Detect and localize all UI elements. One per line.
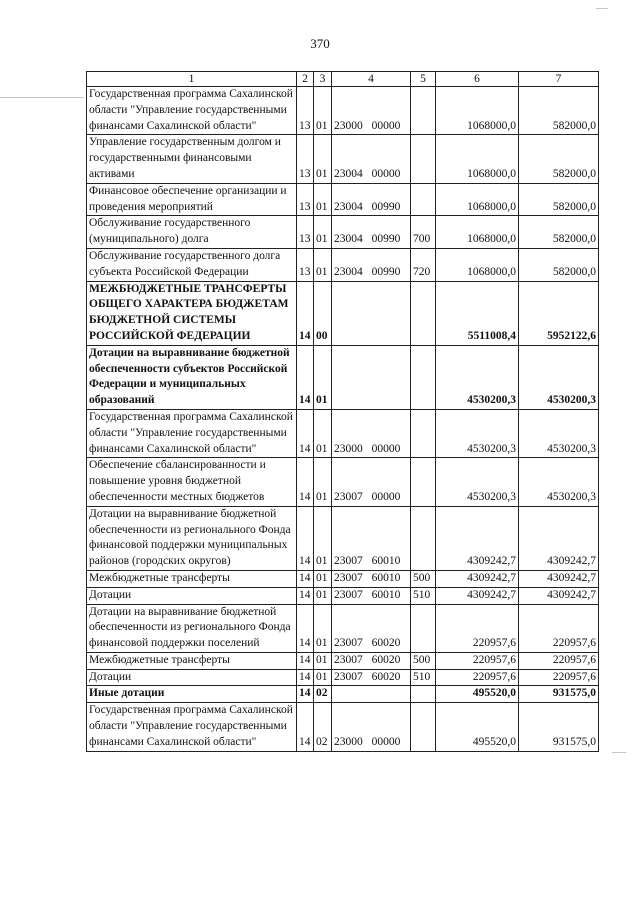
row-name: Финансовое обеспечение организации и проведения мероприятий [87,183,297,216]
subsection-code: 01 [314,183,332,216]
table-row [87,409,599,457]
amount-year-1: 4530200,3 [436,458,519,506]
row-name: Управление государственным долгом и государственными финансовыми активами [87,135,297,183]
row-name: Дотации на выравнивание бюджетной обеспеченности субъектов Российской Федерации и муниципальных образований [87,345,297,409]
subsection-code: 01 [314,409,332,457]
row-name: Дотации [87,587,297,604]
section-code: 14 [297,506,314,570]
page-number: 370 [310,36,330,51]
target-article-code [332,345,411,409]
target-article-code: 23004 00990 [332,183,411,216]
table-row [87,135,599,183]
target-article-code [332,686,411,703]
section-code: 13 [297,248,314,281]
amount-year-2: 931575,0 [519,686,599,703]
column-header: 3 [314,72,332,87]
expense-type-code: 510 [411,669,436,686]
column-header: 4 [332,72,411,87]
amount-year-2: 582000,0 [519,87,599,135]
row-name: Государственная программа Сахалинской области "Управление государственными финансами Сахалинской области" [87,87,297,135]
target-article-code: 23000 00000 [332,703,411,751]
row-name: Дотации на выравнивание бюджетной обеспеченности из регионального Фонда финансовой поддержки поселений [87,604,297,652]
column-header: 6 [436,72,519,87]
column-header: 2 [297,72,314,87]
amount-year-1: 495520,0 [436,703,519,751]
table-row [87,248,599,281]
amount-year-1: 4309242,7 [436,506,519,570]
subsection-code: 00 [314,281,332,345]
expense-type-code [411,604,436,652]
column-header: 5 [411,72,436,87]
scan-artifact [0,97,84,98]
subsection-code: 01 [314,506,332,570]
amount-year-1: 1068000,0 [436,135,519,183]
expense-type-code: 500 [411,570,436,587]
subsection-code: 02 [314,686,332,703]
expense-type-code [411,183,436,216]
expense-type-code: 700 [411,216,436,249]
amount-year-2: 582000,0 [519,216,599,249]
target-article-code: 23004 00990 [332,216,411,249]
subsection-code: 01 [314,458,332,506]
section-code: 13 [297,87,314,135]
section-code: 13 [297,216,314,249]
section-code: 14 [297,587,314,604]
expense-type-code [411,281,436,345]
amount-year-2: 4309242,7 [519,587,599,604]
target-article-code: 23007 60010 [332,587,411,604]
amount-year-2: 582000,0 [519,248,599,281]
column-header: 1 [87,72,297,87]
section-code: 14 [297,686,314,703]
subsection-code: 01 [314,248,332,281]
table-row [87,652,599,669]
subsection-code: 01 [314,587,332,604]
amount-year-1: 1068000,0 [436,248,519,281]
table-row [87,281,599,345]
table-row [87,703,599,751]
target-article-code: 23000 00000 [332,409,411,457]
subsection-code: 01 [314,345,332,409]
table-row [87,506,599,570]
section-code: 13 [297,183,314,216]
row-name: МЕЖБЮДЖЕТНЫЕ ТРАНСФЕРТЫ ОБЩЕГО ХАРАКТЕРА БЮДЖЕТАМ БЮДЖЕТНОЙ СИСТЕМЫ РОССИЙСКОЙ ФЕДЕРАЦИИ [87,281,297,345]
amount-year-1: 4530200,3 [436,409,519,457]
expense-type-code [411,135,436,183]
amount-year-2: 5952122,6 [519,281,599,345]
amount-year-2: 582000,0 [519,135,599,183]
target-article-code: 23004 00990 [332,248,411,281]
amount-year-2: 582000,0 [519,183,599,216]
row-name: Государственная программа Сахалинской области "Управление государственными финансами Сахалинской области" [87,703,297,751]
table-row [87,183,599,216]
amount-year-1: 4530200,3 [436,345,519,409]
section-code: 14 [297,409,314,457]
target-article-code: 23004 00000 [332,135,411,183]
section-code: 14 [297,345,314,409]
row-name: Иные дотации [87,686,297,703]
amount-year-2: 220957,6 [519,669,599,686]
expense-type-code [411,345,436,409]
subsection-code: 02 [314,703,332,751]
section-code: 14 [297,703,314,751]
table-row [87,604,599,652]
amount-year-2: 4530200,3 [519,409,599,457]
expense-type-code [411,506,436,570]
row-name: Обслуживание государственного (муниципального) долга [87,216,297,249]
subsection-code: 01 [314,570,332,587]
amount-year-1: 5511008,4 [436,281,519,345]
expense-type-code: 720 [411,248,436,281]
amount-year-1: 1068000,0 [436,87,519,135]
target-article-code: 23007 60020 [332,669,411,686]
section-code: 14 [297,570,314,587]
amount-year-2: 220957,6 [519,652,599,669]
row-name: Межбюджетные трансферты [87,570,297,587]
subsection-code: 01 [314,216,332,249]
row-name: Обеспечение сбалансированности и повышение уровня бюджетной обеспеченности местных бюджетов [87,458,297,506]
table-row [87,345,599,409]
expense-type-code [411,458,436,506]
amount-year-1: 220957,6 [436,652,519,669]
section-code: 14 [297,669,314,686]
table-row [87,570,599,587]
row-name: Дотации [87,669,297,686]
subsection-code: 01 [314,652,332,669]
column-header: 7 [519,72,599,87]
section-code: 13 [297,135,314,183]
amount-year-2: 4530200,3 [519,345,599,409]
amount-year-1: 4309242,7 [436,587,519,604]
target-article-code: 23007 60020 [332,604,411,652]
amount-year-1: 220957,6 [436,669,519,686]
amount-year-1: 1068000,0 [436,216,519,249]
table-row [87,458,599,506]
section-code: 14 [297,652,314,669]
expense-type-code: 500 [411,652,436,669]
amount-year-1: 4309242,7 [436,570,519,587]
subsection-code: 01 [314,669,332,686]
amount-year-2: 4309242,7 [519,506,599,570]
expense-type-code [411,409,436,457]
expense-type-code: 510 [411,587,436,604]
amount-year-2: 4530200,3 [519,458,599,506]
row-name: Дотации на выравнивание бюджетной обеспеченности из регионального Фонда финансовой поддержки муниципальных районов (городских округов) [87,506,297,570]
subsection-code: 01 [314,604,332,652]
budget-table [86,71,599,752]
table-row [87,587,599,604]
subsection-code: 01 [314,135,332,183]
row-name: Межбюджетные трансферты [87,652,297,669]
amount-year-2: 931575,0 [519,703,599,751]
expense-type-code [411,703,436,751]
row-name: Обслуживание государственного долга субъекта Российской Федерации [87,248,297,281]
table-header-row [87,72,599,87]
target-article-code: 23007 60010 [332,570,411,587]
table-row [87,87,599,135]
target-article-code [332,281,411,345]
expense-type-code [411,686,436,703]
scan-artifact [612,752,626,753]
table-row [87,686,599,703]
row-name: Государственная программа Сахалинской области "Управление государственными финансами Сахалинской области" [87,409,297,457]
target-article-code: 23000 00000 [332,87,411,135]
section-code: 14 [297,458,314,506]
target-article-code: 23007 00000 [332,458,411,506]
scan-artifact [596,8,608,9]
amount-year-1: 1068000,0 [436,183,519,216]
table-row [87,669,599,686]
target-article-code: 23007 60010 [332,506,411,570]
section-code: 14 [297,604,314,652]
table-row [87,216,599,249]
expense-type-code [411,87,436,135]
amount-year-2: 220957,6 [519,604,599,652]
amount-year-2: 4309242,7 [519,570,599,587]
amount-year-1: 220957,6 [436,604,519,652]
amount-year-1: 495520,0 [436,686,519,703]
subsection-code: 01 [314,87,332,135]
target-article-code: 23007 60020 [332,652,411,669]
section-code: 14 [297,281,314,345]
